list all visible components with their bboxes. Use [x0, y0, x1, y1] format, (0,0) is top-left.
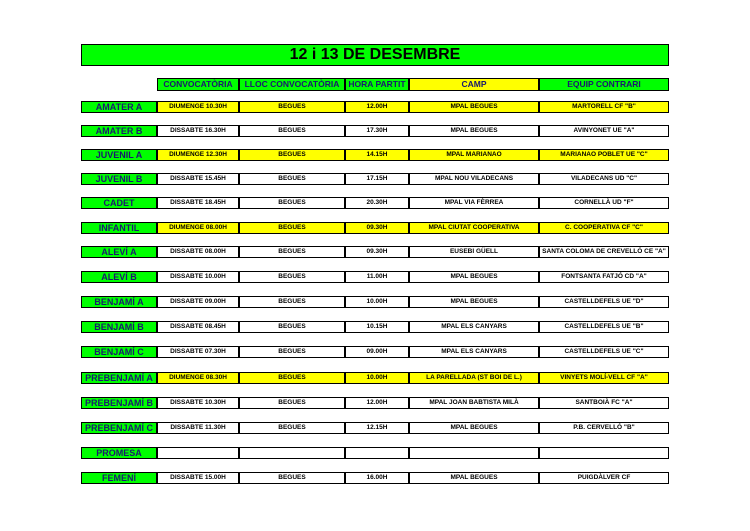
- camp-cell: EUSEBI GÜELL: [409, 246, 539, 258]
- camp-cell: MPAL BEGUES: [409, 472, 539, 484]
- table-row: [81, 472, 669, 484]
- conv-cell: DISSABTE 18.45H: [157, 197, 239, 209]
- conv-cell: DISSABTE 09.00H: [157, 296, 239, 308]
- hora-cell: 10.00H: [345, 372, 409, 384]
- camp-cell: MPAL BEGUES: [409, 296, 539, 308]
- team-name-cell: BENJAMÍ A: [81, 296, 157, 308]
- contrari-cell: C. COOPERATIVA CF "C": [539, 222, 669, 234]
- table-row: [81, 149, 669, 161]
- hora-cell: 12.00H: [345, 397, 409, 409]
- hora-cell: 10.00H: [345, 296, 409, 308]
- hora-cell: 09.30H: [345, 246, 409, 258]
- camp-cell: [409, 447, 539, 459]
- hora-cell: 17.15H: [345, 173, 409, 185]
- table-row: [81, 447, 669, 459]
- lloc-cell: BEGUES: [239, 296, 345, 308]
- table-row: [81, 173, 669, 185]
- conv-cell: DISSABTE 15.45H: [157, 173, 239, 185]
- conv-cell: DIUMENGE 10.30H: [157, 101, 239, 113]
- lloc-cell: BEGUES: [239, 101, 345, 113]
- team-name-cell: FEMENÍ: [81, 472, 157, 484]
- conv-cell: DIUMENGE 08.30H: [157, 372, 239, 384]
- camp-cell: MPAL NOU VILADECANS: [409, 173, 539, 185]
- camp-cell: MPAL BEGUES: [409, 125, 539, 137]
- contrari-cell: VINYETS MOLÍ-VELL CF "A": [539, 372, 669, 384]
- conv-cell: DISSABTE 07.30H: [157, 346, 239, 358]
- team-name-cell: BENJAMÍ B: [81, 321, 157, 333]
- conv-cell: DISSABTE 15.00H: [157, 472, 239, 484]
- conv-cell: DISSABTE 10.00H: [157, 271, 239, 283]
- contrari-cell: CASTELLDEFELS UE "D": [539, 296, 669, 308]
- conv-cell: DIUMENGE 08.00H: [157, 222, 239, 234]
- hora-cell: 10.15H: [345, 321, 409, 333]
- contrari-cell: AVINYONET UE "A": [539, 125, 669, 137]
- table-row: [81, 346, 669, 358]
- team-name-cell: JUVENIL A: [81, 149, 157, 161]
- hora-cell: 12.15H: [345, 422, 409, 434]
- conv-cell: DISSABTE 16.30H: [157, 125, 239, 137]
- team-name-cell: PROMESA: [81, 447, 157, 459]
- team-name-cell: ALEVÍ A: [81, 246, 157, 258]
- team-name-cell: JUVENIL B: [81, 173, 157, 185]
- table-row: [81, 271, 669, 283]
- header-camp: CAMP: [409, 78, 539, 91]
- conv-cell: [157, 447, 239, 459]
- camp-cell: MPAL BEGUES: [409, 101, 539, 113]
- lloc-cell: BEGUES: [239, 321, 345, 333]
- team-name-cell: PREBENJAMÍ A: [81, 372, 157, 384]
- hora-cell: [345, 447, 409, 459]
- header-convocatoria: CONVOCATÒRIA: [157, 78, 239, 91]
- contrari-cell: SANTBOIÀ FC "A": [539, 397, 669, 409]
- hora-cell: 14.15H: [345, 149, 409, 161]
- camp-cell: LA PARELLADA (ST BOI DE L.): [409, 372, 539, 384]
- lloc-cell: BEGUES: [239, 246, 345, 258]
- conv-cell: DISSABTE 08.00H: [157, 246, 239, 258]
- contrari-cell: PUIGDÀLVER CF: [539, 472, 669, 484]
- table-row: [81, 101, 669, 113]
- hora-cell: 17.30H: [345, 125, 409, 137]
- table-row: [81, 372, 669, 384]
- table-row: [81, 397, 669, 409]
- camp-cell: MPAL JOAN BABTISTA MILÀ: [409, 397, 539, 409]
- lloc-cell: BEGUES: [239, 422, 345, 434]
- lloc-cell: BEGUES: [239, 346, 345, 358]
- contrari-cell: MARTORELL CF "B": [539, 101, 669, 113]
- camp-cell: MPAL ELS CANYARS: [409, 321, 539, 333]
- lloc-cell: BEGUES: [239, 397, 345, 409]
- hora-cell: 20.30H: [345, 197, 409, 209]
- team-name-cell: PREBENJAMÍ B: [81, 397, 157, 409]
- contrari-cell: FONTSANTA FATJÓ CD "A": [539, 271, 669, 283]
- camp-cell: MPAL CIUTAT COOPERATIVA: [409, 222, 539, 234]
- lloc-cell: BEGUES: [239, 372, 345, 384]
- camp-cell: MPAL MARIANAO: [409, 149, 539, 161]
- team-name-cell: PREBENJAMÍ C: [81, 422, 157, 434]
- lloc-cell: BEGUES: [239, 173, 345, 185]
- hora-cell: 09.00H: [345, 346, 409, 358]
- camp-cell: MPAL ELS CANYARS: [409, 346, 539, 358]
- hora-cell: 09.30H: [345, 222, 409, 234]
- table-row: [81, 222, 669, 234]
- page-title: 12 i 13 DE DESEMBRE: [81, 44, 669, 66]
- lloc-cell: [239, 447, 345, 459]
- table-row: [81, 296, 669, 308]
- team-name-cell: AMATER A: [81, 101, 157, 113]
- table-row: [81, 246, 669, 258]
- header-hora-partit: HORA PARTIT: [345, 78, 409, 91]
- contrari-cell: CASTELLDEFELS UE "B": [539, 321, 669, 333]
- camp-cell: MPAL BEGUES: [409, 271, 539, 283]
- lloc-cell: BEGUES: [239, 149, 345, 161]
- contrari-cell: CORNELLÀ UD "F": [539, 197, 669, 209]
- table-row: [81, 125, 669, 137]
- header-equip-contrari: EQUIP CONTRARI: [539, 78, 669, 91]
- team-name-cell: AMATER B: [81, 125, 157, 137]
- lloc-cell: BEGUES: [239, 271, 345, 283]
- team-name-cell: INFANTIL: [81, 222, 157, 234]
- team-name-cell: BENJAMÍ C: [81, 346, 157, 358]
- conv-cell: DISSABTE 10.30H: [157, 397, 239, 409]
- camp-cell: MPAL VIA FÈRREA: [409, 197, 539, 209]
- lloc-cell: BEGUES: [239, 472, 345, 484]
- table-row: [81, 422, 669, 434]
- contrari-cell: CASTELLDEFELS UE "C": [539, 346, 669, 358]
- contrari-cell: P.B. CERVELLÓ "B": [539, 422, 669, 434]
- camp-cell: MPAL BEGUES: [409, 422, 539, 434]
- contrari-cell: VILADECANS UD "C": [539, 173, 669, 185]
- hora-cell: 16.00H: [345, 472, 409, 484]
- conv-cell: DISSABTE 11.30H: [157, 422, 239, 434]
- team-name-cell: CADET: [81, 197, 157, 209]
- table-row: [81, 197, 669, 209]
- contrari-cell: MARIANAO POBLET UE "C": [539, 149, 669, 161]
- contrari-cell: [539, 447, 669, 459]
- table-row: [81, 321, 669, 333]
- contrari-cell: SANTA COLOMA DE CREVELLÓ CE "A": [539, 246, 669, 258]
- hora-cell: 11.00H: [345, 271, 409, 283]
- lloc-cell: BEGUES: [239, 125, 345, 137]
- lloc-cell: BEGUES: [239, 222, 345, 234]
- header-lloc-convocatoria: LLOC CONVOCATÒRIA: [239, 78, 345, 91]
- lloc-cell: BEGUES: [239, 197, 345, 209]
- conv-cell: DIUMENGE 12.30H: [157, 149, 239, 161]
- hora-cell: 12.00H: [345, 101, 409, 113]
- team-name-cell: ALEVÍ B: [81, 271, 157, 283]
- conv-cell: DISSABTE 08.45H: [157, 321, 239, 333]
